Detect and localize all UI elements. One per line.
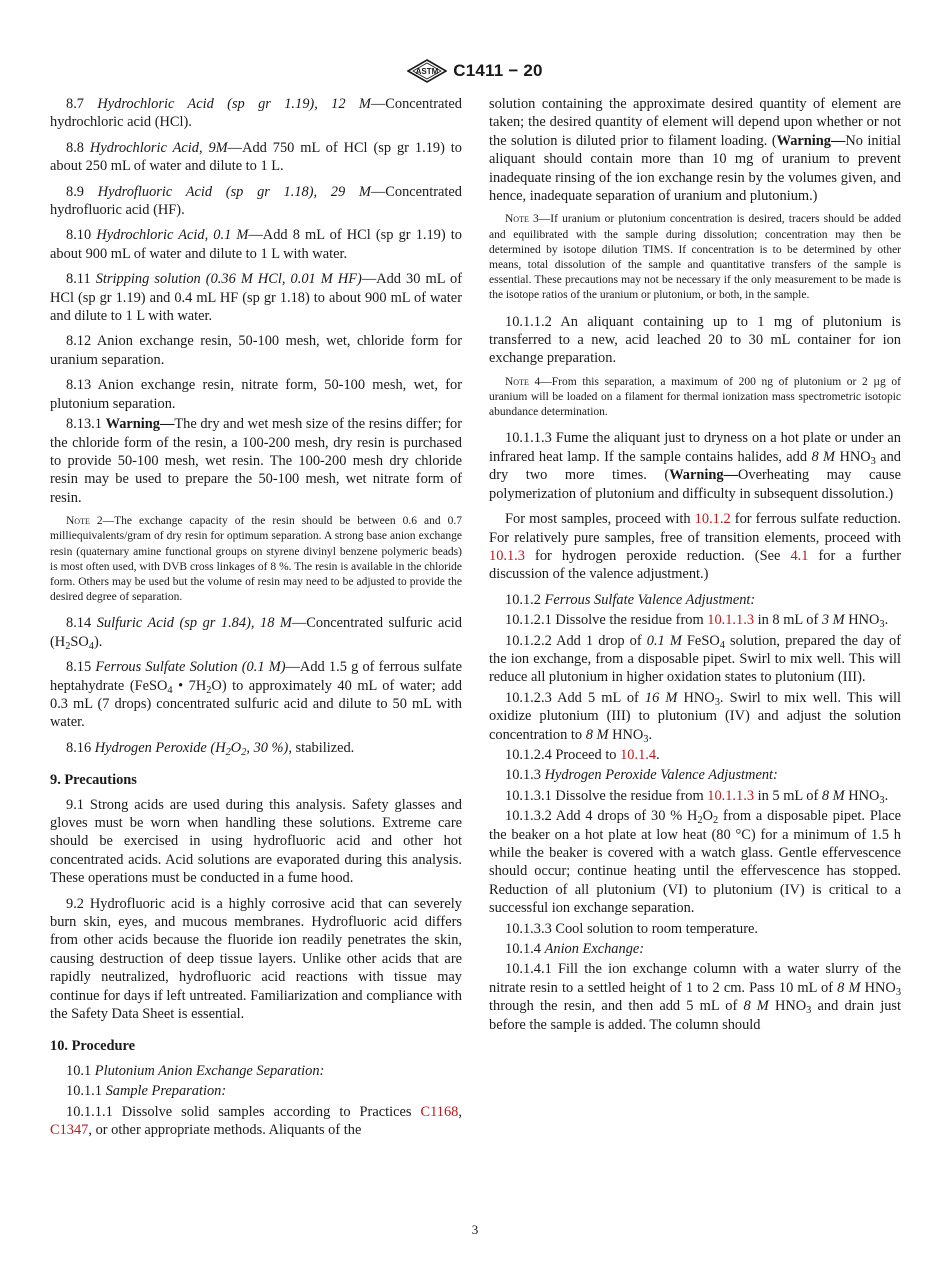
page-header	[0, 58, 950, 84]
paragraph: 10.1.2.3 Add 5 mL of 16 M $HNO_3$. Swirl to mix well. This will oxidize plutonium (III) to plutonium (IV) and adjust the solution concentration to 8 M $HNO_3$.	[489, 689, 901, 745]
cross-reference-link[interactable]: 10.1.1.3	[707, 612, 755, 629]
note: Note 2—The exchange capacity of the resin should be between 0.6 and 0.7 milliequivalents/gram of dry resin for optimum separation. A strong base anion exchange resin (quaternary amine functional groups on styrene divinyl benzene polymeric beads) is most often used, with DVB cross linkages of 8 %. The resin is available in the chloride form. Others may be used but the volume of resin may need to be adjusted to provide the desired degree of separation.	[50, 515, 462, 604]
paragraph: solution containing the approximate desired quantity of element are taken; the desired quantity of element will depend upon whether or not the solution is diluted prior to filament loading. (Warning—No initial aliquant should contain more than 10 mg of uranium to prevent inadequate rinsing of the ion exchange resin by the volumes given, and hence, inadequate separation of uranium and plutonium.)	[489, 96, 901, 205]
right-column	[489, 95, 901, 1036]
cross-reference-link[interactable]: 10.1.1.3	[707, 787, 755, 804]
note-label: Note	[505, 213, 529, 226]
paragraph: 10.1.2 Ferrous Sulfate Valence Adjustment:	[505, 591, 756, 608]
paragraph: 8.12 Anion exchange resin, 50-100 mesh, wet, chloride form for uranium separation.	[50, 333, 462, 368]
paragraph: 8.14 Sulfuric Acid (sp gr 1.84), 18 M—Concentrated sulfuric acid $(H_2SO_4)$.	[50, 615, 462, 652]
section-heading: 9. Precautions	[50, 772, 137, 789]
cross-reference-link[interactable]: 10.1.2	[694, 511, 731, 528]
note: Note 3—If uranium or plutonium concentration is desired, tracers should be added and equilibrated with the sample during dissolution; concentration may then be determined by isotope dilution TIMS. If concentration is to be determined by other means, total dissolution of the sample and quantitative transfers of the sample is essential. These precautions may not be necessary if the only measurement to be made is the isotope ratios of the uranium or plutonium, or both, in the sample.	[489, 213, 901, 302]
note-label: Note	[66, 515, 90, 528]
paragraph: 10.1.4.1 Fill the ion exchange column with a water slurry of the nitrate resin to a settled height of 1 to 2 cm. Pass 10 mL of 8 M $HNO_3$ through the resin, and then add 5 mL of 8 M $HNO_3$ and drain just before the sample is added. The column should	[489, 961, 901, 1033]
paragraph: 8.9 Hydrofluoric Acid (sp gr 1.18), 29 M—Concentrated hydrofluoric acid (HF).	[50, 183, 462, 219]
cross-reference-link[interactable]: 10.1.3	[489, 547, 525, 564]
left-column	[50, 95, 462, 1147]
paragraph: 10.1.3 Hydrogen Peroxide Valence Adjustment:	[505, 767, 778, 784]
cross-reference-link[interactable]: 10.1.4	[620, 746, 657, 763]
paragraph: 10.1.3.3 Cool solution to room temperature.	[505, 920, 759, 937]
paragraph: 10.1.3.2 Add 4 drops of 30 % $H_2O_2$ from a disposable pipet. Place the beaker on a hot plate at low heat (80 °C) for a minimum of 1.5 h while the beaker is covered with a watch glass. Gentle effervescence should occur; continue heating until the effervescence has stopped. Reduction of all plutonium (VI) to plutonium (IV) is critical to a successful ion exchange separation.	[489, 808, 901, 917]
paragraph: 10.1 Plutonium Anion Exchange Separation:	[66, 1062, 325, 1079]
paragraph: 10.1.2.4 Proceed to 10.1.4.	[505, 746, 660, 763]
cross-reference-link[interactable]: C1168	[420, 1103, 459, 1120]
paragraph: 8.7 Hydrochloric Acid (sp gr 1.19), 12 M—Concentrated hydrochloric acid (HCl).	[50, 96, 462, 131]
paragraph: 10.1.2.2 Add 1 drop of 0.1 M FeSO$_4$ solution, prepared the day of the ion exchange, from a disposable pipet. Swirl to mix well. This will reduce all plutonium in higher oxidation states to plutonium (III).	[489, 632, 902, 686]
paragraph: 10.1.1 Sample Preparation:	[66, 1083, 227, 1100]
paragraph: 8.11 Stripping solution (0.36 M HCl, 0.01 M HF)—Add 30 mL of HCl (sp gr 1.19) and 0.4 mL HF (sp gr 1.18) to about 900 mL of water and dilute to 1 L with water.	[50, 271, 463, 325]
paragraph: 8.13.1 Warning—The dry and wet mesh size of the resins differ; for the chloride form of the resin, a 100-200 mesh, dry resin is purchased to provide 50-100 mesh, wet resin. The 100-200 mesh dry chloride resin may be used to prepare the 50-100 mesh, wet nitrate form of resin.	[50, 416, 462, 506]
page-number: 3	[471, 1222, 479, 1237]
note: Note 4—From this separation, a maximum of 200 ng of plutonium or 2 µg of uranium will be loaded on a filament for thermal ionization mass spectrometric isotopic abundance determination.	[489, 375, 901, 419]
astm-logo-icon	[407, 59, 447, 83]
astm-logo-text: ASTM	[415, 67, 439, 76]
paragraph: 8.15 Ferrous Sulfate Solution (0.1 M)—Add 1.5 g of ferrous sulfate heptahydrate (FeSO$_4$ • $7H_2O$) to approximately 40 mL of water; add 0.3 mL (7 drops) concentrated sulfuric acid and dilute to 50 mL with water.	[50, 659, 462, 731]
paragraph: 8.16 Hydrogen Peroxide ($H_2O_2$, 30 %), stabilized.	[66, 739, 355, 758]
section-heading: 10. Procedure	[50, 1038, 135, 1055]
paragraph: 10.1.1.2 An aliquant containing up to 1 mg of plutonium is transferred to a new, acid leached 20 to 30 mL container for ion exchange preparation.	[489, 313, 901, 367]
paragraph: 10.1.4 Anion Exchange:	[505, 941, 645, 958]
paragraph: 10.1.1.3 Fume the aliquant just to dryness on a hot plate or under an infrared heat lamp. If the sample contains halides, add 8 M $HNO_3$ and dry two more times. (Warning—Overheating may cause polymerization of plutonium and difficulty in subsequent dissolution.)	[489, 430, 902, 502]
paragraph: 8.8 Hydrochloric Acid, 9M—Add 750 mL of HCl (sp gr 1.19) to about 250 mL of water and dilute to 1 L.	[50, 139, 462, 175]
paragraph: 10.1.1.1 Dissolve solid samples according to Practices C1168, C1347, or other appropriate methods. Aliquants of the	[50, 1103, 462, 1139]
paragraph: 9.2 Hydrofluoric acid is a highly corrosive acid that can severely burn skin, eyes, and mucous membranes. Hydrofluoric acid differs from other acids because the fluoride ion readily penetrates the skin, causing destruction of deep tissue layers. Unlike other acids that are rapidly neutralized, hydrofluoric acid reactions with tissue may continue for days if left untreated. Familiarization and compliance with the Safety Data Sheet is essential.	[50, 895, 462, 1023]
cross-reference-link[interactable]: 4.1	[790, 547, 809, 564]
paragraph: 8.13 Anion exchange resin, nitrate form, 50-100 mesh, wet, for plutonium separation.	[50, 377, 462, 412]
paragraph: 9.1 Strong acids are used during this analysis. Safety glasses and gloves must be worn when handling these solutions. Extreme care should be exercised in using hydrofluoric acid and other hot concentrated acids. Acid solutions are evaporated during this analysis. These operations must be conducted in a fume hood.	[50, 796, 462, 887]
paragraph: 10.1.2.1 Dissolve the residue from 10.1.1.3 in 8 mL of 3 M $HNO_3$.	[505, 612, 889, 631]
cross-reference-link[interactable]: C1347	[50, 1122, 89, 1139]
paragraph: For most samples, proceed with 10.1.2 for ferrous sulfate reduction. For relatively pure samples, free of transition elements, proceed with 10.1.3 for hydrogen peroxide reduction. (See 4.1 for a further discussion of the valence adjustment.)	[489, 511, 901, 583]
note-label: Note	[505, 375, 529, 388]
standard-designation: C1411 − 20	[453, 61, 543, 80]
paragraph: 8.10 Hydrochloric Acid, 0.1 M—Add 8 mL of HCl (sp gr 1.19) to about 900 mL of water and dilute to 1 L with water.	[50, 227, 462, 262]
paragraph: 10.1.3.1 Dissolve the residue from 10.1.1.3 in 5 mL of 8 M $HNO_3$.	[505, 787, 889, 806]
